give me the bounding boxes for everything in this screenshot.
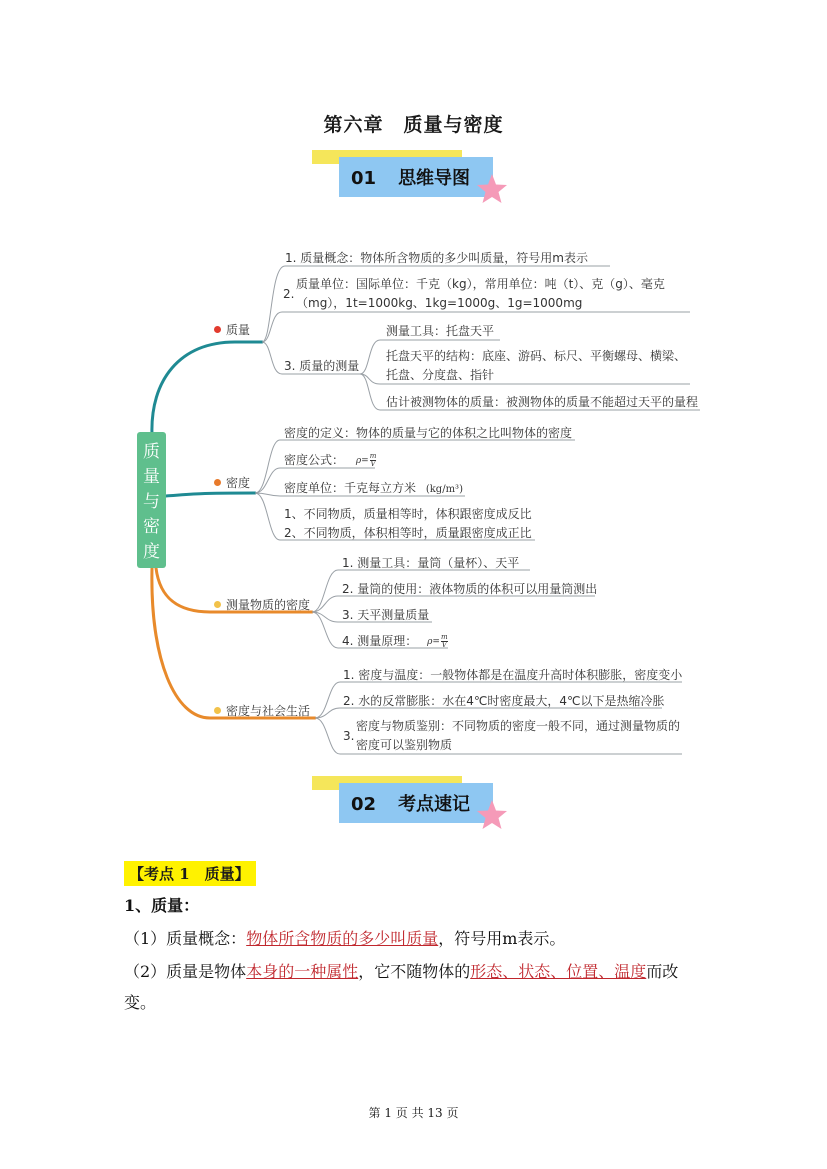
key-text: 形态、状态、位置、温度 [470,962,647,981]
density-temperature: 1. 密度与温度：一般物体都是在温度升高时体积膨胀，密度变小 [343,668,683,682]
banner-number: 01 [351,168,377,189]
banner-text: 思维导图 [398,168,471,189]
branch-mass [214,321,250,338]
branch-dot-icon [214,326,221,333]
root-char: 度 [143,542,160,562]
root-char: 量 [143,467,160,487]
cylinder-usage: 2. 量筒的使用：液体物质的体积可以用量筒测出 [342,582,598,596]
section-heading: 1、质量： [124,896,200,915]
branch-dot-icon [214,707,221,714]
measure-principle-label: 4. 测量原理： [342,634,418,648]
banner-text: 考点速记 [398,794,471,815]
branch-dot-icon [214,601,221,608]
banner-label [351,790,470,816]
balance-structure: 托盘天平的结构：底座、游码、标尺、平衡螺母、横梁、托盘、分度盘、指针 [386,349,687,382]
water-anomaly: 2. 水的反常膨胀：水在4℃时密度最大，4℃以下是热缩冷胀 [343,694,665,708]
keypoint-heading: 【考点 1 质量】 [124,861,256,886]
paragraph-mass-concept [124,926,565,949]
branch-measure-density [214,596,310,613]
paragraph-continuation: 变。 [124,993,157,1012]
mass-measure: 3. 质量的测量 [284,359,360,373]
root-char: 质 [143,442,160,462]
root-char: 与 [143,492,160,512]
branch-label: 密度 [226,476,251,490]
root-char: 密 [143,517,160,537]
text-segment: （1）质量概念： [124,929,247,948]
density-formula-label: 密度公式： [284,453,345,467]
measure-tools: 1. 测量工具：量筒（量杯）、天平 [342,556,520,570]
identify-number: 3. [343,729,355,743]
mindmap-root [137,432,166,568]
formula-m: m [440,633,448,641]
density-unit-label: 密度单位：千克每立方米 [284,481,417,495]
density-unit [284,479,463,496]
text-segment: （2）质量是物体 [124,962,247,981]
key-text: 物体所含物质的多少叫质量 [246,929,439,948]
formula-v: V [441,641,447,649]
branch-label: 密度与社会生活 [226,704,311,718]
density-identify: 密度与物质鉴别：不同物质的密度一般不同，通过测量物质的密度可以鉴别物质 [356,719,681,752]
paragraph-mass-property [124,959,678,982]
formula-m: m [369,452,377,460]
formula [427,634,447,649]
formula [356,453,376,468]
density-rule-1: 1、不同物质，质量相等时，体积跟密度成反比 [284,507,532,521]
text-segment: 而改 [646,962,679,981]
branch-density-life [214,702,310,719]
chapter-title: 第六章 质量与密度 [323,114,504,136]
page-footer: 第 1 页 共 13 页 [368,1106,459,1120]
density-rule-2: 2、不同物质，体积相等时，质量跟密度成正比 [284,526,532,540]
formula-rho: ρ= [355,456,369,466]
text-segment: ，符号用m表示。 [438,929,566,948]
branch-label: 测量物质的密度 [226,598,311,612]
branch-density [214,474,250,491]
measure-tool: 测量工具：托盘天平 [386,324,495,338]
branch-label: 质量 [226,323,251,337]
formula-rho: ρ= [427,637,440,647]
mass-unit: 质量单位：国际单位：千克（kg），常用单位：吨（t）、克（g）、毫克（mg），1t=1000kg、1kg=1000g、1g=1000mg [296,277,665,310]
branch-dot-icon [214,479,221,486]
mass-concept: 1. 质量概念：物体所含物质的多少叫质量，符号用m表示 [285,251,588,265]
density-unit-symbol: (kg/m³) [425,484,463,495]
text-segment: ，它不随物体的 [358,962,471,981]
density-formula [284,451,376,468]
formula-v: V [370,460,376,468]
key-text: 本身的一种属性 [246,962,359,981]
measure-principle [342,632,448,649]
mass-estimate: 估计被测物体的质量：被测物体的质量不能超过天平的量程 [386,395,699,409]
balance-measure: 3. 天平测量质量 [342,608,430,622]
section-banner-keypoints [312,776,512,836]
banner-number: 02 [351,794,377,815]
star-icon [475,798,509,832]
mass-unit-number: 2. [283,287,295,301]
density-definition: 密度的定义：物体的质量与它的体积之比叫物体的密度 [284,426,573,440]
